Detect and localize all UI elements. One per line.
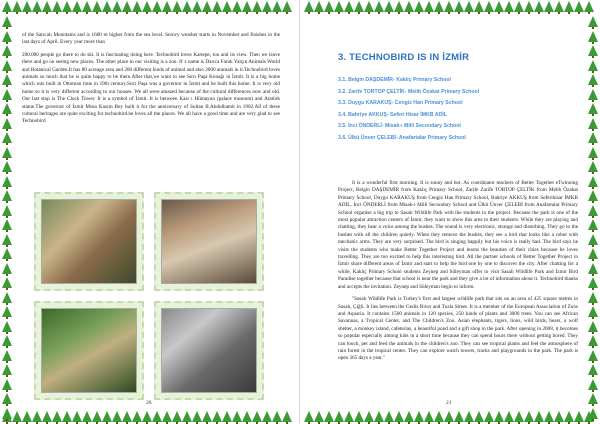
- tree-icon: [524, 1, 534, 12]
- tree-icon: [202, 411, 212, 422]
- tree-icon: [414, 1, 424, 12]
- tree-icon: [42, 411, 52, 422]
- tree-icon: [588, 277, 598, 288]
- tree-icon: [192, 1, 202, 12]
- tree-icon: [2, 408, 12, 419]
- tree-icon: [588, 263, 598, 274]
- tree-icon: [2, 45, 12, 56]
- tree-icon: [534, 411, 544, 422]
- tree-icon: [102, 1, 112, 12]
- school-item: 3.6. Ülkü Ünver ÇELEBİ- Anafartalar Primary School: [338, 134, 466, 141]
- tree-icon: [394, 411, 404, 422]
- tree-icon: [454, 1, 464, 12]
- tree-icon: [588, 350, 598, 361]
- tree-icon: [182, 1, 192, 12]
- tree-icon: [588, 89, 598, 100]
- tree-icon: [588, 364, 598, 375]
- tree-icon: [2, 132, 12, 143]
- paragraph: It is a wonderful first morning. It is sunny and hot. As coordinator teachers of Better Together eTwinning Project, Belgin DAŞDEMİR from Kaklıç Primary School, Zarife Zarife TORTOP ÇELTİK from Melih Özakat Primary School, Duygu KARAKUŞ from Cengiz Han Primary School, Bahriye AKKUŞ from Seferihisar İMKB ADİL, İnci ÖNDERLİ from Misak-ı Milli Secondary School and Ülkü Ünver ÇELEBİ from Anafartalar Primary School organise a big trip to Sasalı Wildlife Park with the students in the project. Because the park is one of the most popular attraction centers of İzmir, they want to show this area to their students. While they are playing and chatting, they hear a voice among the bushes. The sound is very electronic, strange and disturbing. They go to the bushes with all the children quietly. When they remove the bushes, they see a bird that looks like a robot with mechanic arms. They are very surprised. The bird is singing happily but his voice is really bad. The bird says he visits the students who make Better Together Project and learns the beauties of their cities because he loves travelling. They are too excited to help this interesting bird. All the partner schools of Better Together Project in İzmir share different areas of İzmir and start to help the bird one by one to discover the city. After chatting for a while, Kaklıç Primary School students Zeynep and Süleyman offer to visit Sasalı Wildlife Park and İzmir Bird Paradise together because that school is near the park and they give a lot of information about it. Technobird thanks and accepts the invitation. Zeynep and Süleyman begin to inform.: [338, 180, 578, 290]
- tree-icon: [364, 1, 374, 12]
- tree-icon: [262, 1, 272, 12]
- tree-icon: [554, 1, 564, 12]
- tree-icon: [252, 1, 262, 12]
- bottom-tree-border-right: [300, 410, 600, 424]
- tree-icon: [202, 1, 212, 12]
- tree-icon: [434, 1, 444, 12]
- tree-icon: [544, 1, 554, 12]
- tree-icon: [588, 248, 598, 259]
- tree-icon: [132, 1, 142, 12]
- tree-icon: [92, 1, 102, 12]
- chapter-header: [338, 52, 580, 145]
- tree-icon: [454, 411, 464, 422]
- tree-icon: [588, 161, 598, 172]
- tree-icon: [62, 1, 72, 12]
- tree-icon: [162, 1, 172, 12]
- tree-icon: [588, 132, 598, 143]
- tree-icon: [122, 411, 132, 422]
- tree-icon: [112, 411, 122, 422]
- tree-icon: [162, 411, 172, 422]
- paragraph: 200.000 people go there to do ski. It is fascinating doing here. Technobird loves Kartepe, too and its view. Then we leave there and go on seeing new places. The other place in our visiting is a zoo. It' s name is Darıca Faruk Yalçın Animals World and Botanical Garden.It has 80 acreage area and 200 different kinds of animal and also 2000 animals in it.Technobird loves animals so much that he is quite happy to be there.After that,we want to see Sırrı Paşa Konağı in İzmit. It is a big home which was built in Ottoman time in 19th century.Sırrı Paşa was a governor in İzmit and he built this home. It is very old home so it is very different according to our houses. We all were amazed because of the cultural differences now and old. Our last stop is The Clock Tower. It is a symbol of İzmit. It is between Kasr ı Hümayun (palace museum) and Atatürk statue.The governor of İzmit Musa Kazım Bey built it for the anniversary of Sultan II.Abdulhamit in 1902.All of these cultural heritages are quite exciting for technobird.he loves all the places. We all have a good time and are very glad to see Technobird: [22, 51, 280, 125]
- tree-icon: [142, 1, 152, 12]
- tree-icon: [272, 411, 282, 422]
- tree-icon: [364, 411, 374, 422]
- tree-icon: [314, 1, 324, 12]
- tree-icon: [324, 1, 334, 12]
- bottom-tree-border-left: [0, 410, 300, 424]
- school-item: 3.3. Duygu KARAKUŞ- Cengiz Han Primary School: [338, 100, 463, 107]
- tree-icon: [384, 411, 394, 422]
- tree-icon: [524, 411, 534, 422]
- tree-icon: [588, 45, 598, 56]
- tree-icon: [374, 1, 384, 12]
- tree-icon: [334, 1, 344, 12]
- tree-icon: [588, 31, 598, 42]
- tree-icon: [588, 118, 598, 129]
- tree-icon: [588, 16, 598, 27]
- tree-icon: [588, 408, 598, 419]
- tree-icon: [404, 411, 414, 422]
- tree-icon: [2, 89, 12, 100]
- photo-camels: [34, 192, 144, 291]
- tree-icon: [514, 1, 524, 12]
- tree-icon: [2, 321, 12, 332]
- tree-icon: [504, 1, 514, 12]
- left-tree-border: [0, 0, 14, 424]
- tree-icon: [384, 1, 394, 12]
- tree-icon: [444, 411, 454, 422]
- tree-icon: [588, 393, 598, 404]
- tree-icon: [182, 411, 192, 422]
- tree-icon: [588, 292, 598, 303]
- tree-icon: [588, 306, 598, 317]
- tree-icon: [534, 1, 544, 12]
- photo-giraffe: [154, 192, 264, 291]
- tree-icon: [344, 411, 354, 422]
- tree-icon: [404, 1, 414, 12]
- tree-icon: [434, 411, 444, 422]
- tree-icon: [588, 219, 598, 230]
- tree-icon: [2, 364, 12, 375]
- tree-icon: [588, 176, 598, 187]
- tree-icon: [2, 74, 12, 85]
- tree-icon: [588, 205, 598, 216]
- tree-icon: [222, 1, 232, 12]
- page-number: 21: [446, 400, 452, 406]
- tree-icon: [2, 16, 12, 27]
- tree-icon: [304, 1, 314, 12]
- tree-icon: [82, 1, 92, 12]
- tree-icon: [52, 411, 62, 422]
- tree-icon: [212, 411, 222, 422]
- tree-icon: [2, 31, 12, 42]
- tree-icon: [588, 190, 598, 201]
- tree-icon: [2, 219, 12, 230]
- tree-icon: [574, 1, 584, 12]
- tree-icon: [334, 411, 344, 422]
- tree-icon: [588, 335, 598, 346]
- tree-icon: [474, 1, 484, 12]
- tree-icon: [2, 277, 12, 288]
- tree-icon: [2, 118, 12, 129]
- tree-icon: [424, 1, 434, 12]
- tree-icon: [2, 335, 12, 346]
- top-tree-border-left: [0, 0, 300, 14]
- tree-icon: [474, 411, 484, 422]
- tree-icon: [172, 1, 182, 12]
- tree-icon: [262, 411, 272, 422]
- tree-icon: [424, 411, 434, 422]
- tree-icon: [2, 263, 12, 274]
- tree-icon: [62, 411, 72, 422]
- paragraph: "Sasalı Wildlife Park is Turkey's first and largest wildlife park that sits on an area of 425 square metres in Sasalı, Çiğli. It lies between the Gediz River and Tuzla Street. It is a member of the European Association of Zoos and Aquaria. It contains 1500 animals in 120 species, 250 kinds of plants and 3000 trees. You can see African Savannas, a Tropical Center, and The Children's Zoo. Asian elephants, tigers, lions, wild birds, bears, a wolf shelter, a monkey island, cafeterias, a beautiful pond and a gift shop in the park. After opening in 2008, it becomes so popular especially among kids in a short time because they can spend hours there without getting bored. They can touch, pet and feed the animals in the children's zoo. They can see tropical plants and feel the atmosphere of rain forest in the tropical center. They can explore watch towers, tracks and playgrounds in the park. The park is open 365 days a year.": [338, 296, 578, 362]
- tree-icon: [132, 411, 142, 422]
- tree-icon: [172, 411, 182, 422]
- tree-icon: [304, 411, 314, 422]
- tree-icon: [222, 411, 232, 422]
- school-item: 3.4. Bahriye AKKUŞ- Seferi Hisar İMKB ADİL: [338, 111, 447, 118]
- tree-icon: [152, 1, 162, 12]
- tree-icon: [2, 103, 12, 114]
- page-number: 20: [146, 400, 152, 406]
- tree-icon: [588, 147, 598, 158]
- tree-icon: [142, 411, 152, 422]
- school-item: 3.2. Zarife TORTOP ÇELTİK- Melih Özakat Primary School: [338, 88, 480, 95]
- photo-bird-sculpture: [154, 301, 264, 400]
- tree-icon: [374, 411, 384, 422]
- tree-icon: [464, 1, 474, 12]
- tree-icon: [2, 379, 12, 390]
- tree-icon: [252, 411, 262, 422]
- tree-icon: [588, 234, 598, 245]
- right-tree-border: [586, 0, 600, 424]
- paragraph: of the Sarıcalı Mountains and is 1600 m higher from the sea level. Snowy weather starts in November and finishes in the last days of April. Every year more than: [22, 32, 280, 46]
- tree-icon: [32, 411, 42, 422]
- tree-icon: [444, 1, 454, 12]
- tree-icon: [464, 411, 474, 422]
- tree-icon: [588, 60, 598, 71]
- photo-grid: [34, 192, 264, 400]
- tree-icon: [122, 1, 132, 12]
- tree-icon: [2, 161, 12, 172]
- tree-icon: [494, 411, 504, 422]
- tree-icon: [152, 411, 162, 422]
- tree-icon: [2, 248, 12, 259]
- tree-icon: [22, 1, 32, 12]
- tree-icon: [282, 411, 292, 422]
- tree-icon: [2, 393, 12, 404]
- tree-icon: [42, 1, 52, 12]
- school-item: 3.1. Belgin DAŞDEMİR- Kaklıç Primary School: [338, 77, 452, 83]
- tree-icon: [354, 1, 364, 12]
- tree-icon: [414, 411, 424, 422]
- tree-icon: [588, 379, 598, 390]
- tree-icon: [82, 411, 92, 422]
- tree-icon: [554, 411, 564, 422]
- tree-icon: [232, 411, 242, 422]
- tree-icon: [2, 306, 12, 317]
- tree-icon: [484, 1, 494, 12]
- tree-icon: [112, 1, 122, 12]
- school-item: 3.5. İnci ÖNDERLİ- Misak-ı Milli Secondary School: [338, 123, 461, 130]
- tree-icon: [102, 411, 112, 422]
- tree-icon: [504, 411, 514, 422]
- tree-icon: [588, 74, 598, 85]
- tree-icon: [2, 292, 12, 303]
- tree-icon: [52, 1, 62, 12]
- tree-icon: [588, 321, 598, 332]
- tree-icon: [72, 411, 82, 422]
- tree-icon: [92, 411, 102, 422]
- tree-icon: [494, 1, 504, 12]
- school-list: [338, 75, 580, 145]
- tree-icon: [242, 1, 252, 12]
- top-tree-border-right: [300, 0, 600, 14]
- tree-icon: [544, 411, 554, 422]
- tree-icon: [22, 411, 32, 422]
- tree-icon: [232, 1, 242, 12]
- tree-icon: [484, 411, 494, 422]
- right-page-text: [338, 180, 578, 368]
- tree-icon: [2, 60, 12, 71]
- tree-icon: [514, 411, 524, 422]
- tree-icon: [564, 411, 574, 422]
- tree-icon: [314, 411, 324, 422]
- tree-icon: [242, 411, 252, 422]
- tree-icon: [72, 1, 82, 12]
- photo-park-trees: [34, 301, 144, 400]
- tree-icon: [354, 411, 364, 422]
- tree-icon: [2, 205, 12, 216]
- tree-icon: [588, 103, 598, 114]
- tree-icon: [192, 411, 202, 422]
- tree-icon: [564, 1, 574, 12]
- tree-icon: [2, 176, 12, 187]
- tree-icon: [282, 1, 292, 12]
- tree-icon: [212, 1, 222, 12]
- tree-icon: [324, 411, 334, 422]
- left-page-text: [22, 32, 280, 131]
- tree-icon: [2, 350, 12, 361]
- tree-icon: [32, 1, 42, 12]
- tree-icon: [574, 411, 584, 422]
- tree-icon: [2, 190, 12, 201]
- tree-icon: [2, 234, 12, 245]
- tree-icon: [344, 1, 354, 12]
- tree-icon: [272, 1, 282, 12]
- tree-icon: [2, 147, 12, 158]
- chapter-title: 3. TECHNOBIRD IS IN İZMİR: [338, 52, 470, 63]
- tree-icon: [394, 1, 404, 12]
